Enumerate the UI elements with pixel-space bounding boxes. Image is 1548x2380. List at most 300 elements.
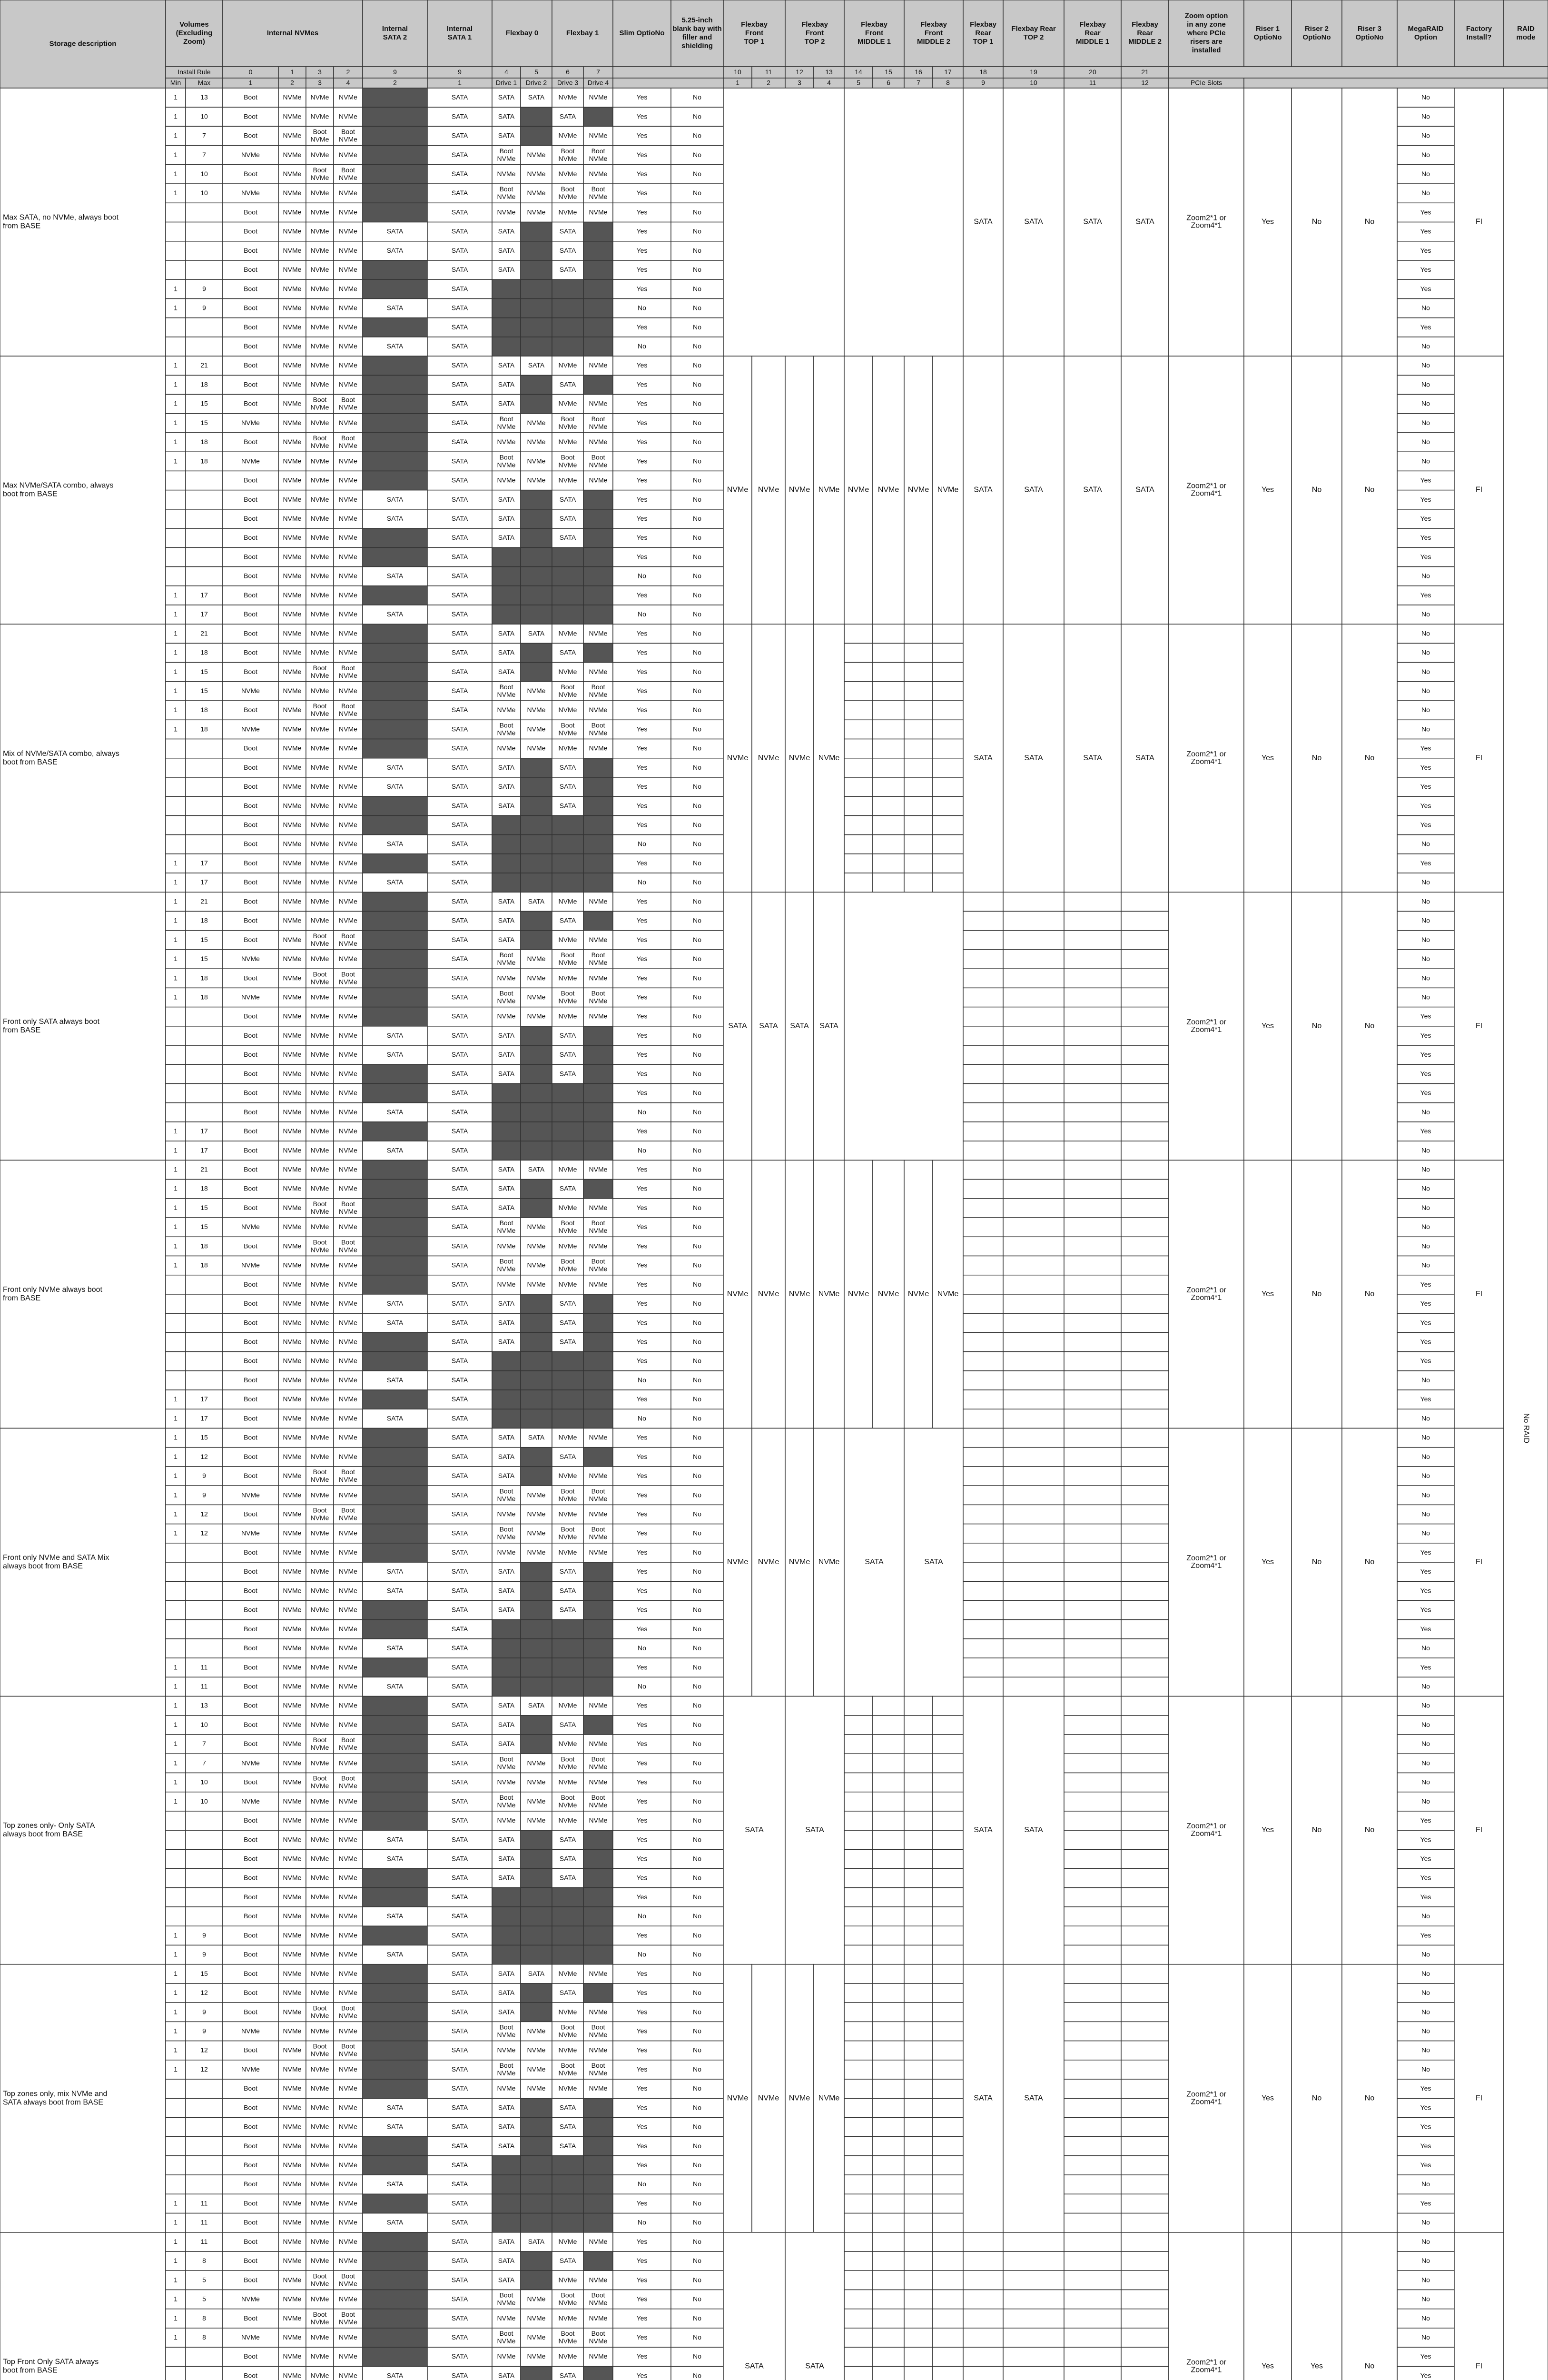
install-rule-rt1-text: 18: [979, 68, 987, 76]
row-min: [166, 2117, 186, 2136]
row-flexbay0-f0a-text: SATA: [498, 2276, 515, 2283]
row-nvme-n1-text: NVMe: [283, 821, 302, 828]
row-min: [166, 2366, 186, 2380]
row-nvme-n1-text: NVMe: [283, 1012, 302, 1020]
row-min: [166, 1811, 186, 1830]
row-nvme-n1-text: NVMe: [283, 936, 302, 943]
row-nvme-n2-text: Boot NVMe: [311, 664, 329, 679]
row-min: [166, 222, 186, 241]
rear-grid-rm1: [1064, 1256, 1121, 1275]
install-rule-ft1a-text: 10: [734, 68, 741, 76]
rear-grid-rm1: [1064, 2098, 1121, 2117]
row-sata1-text: SATA: [452, 131, 468, 139]
row-flexbay0-f0b: [521, 643, 552, 662]
row-flexbay0-f0b-text: NVMe: [527, 2046, 546, 2053]
row-nvme-n1-text: NVMe: [283, 1510, 302, 1517]
row-flexbay0-f0b-text: NVMe: [527, 2333, 546, 2341]
row-min-text: 1: [174, 1682, 177, 1690]
row-nvme-n3-text: Boot NVMe: [339, 932, 357, 947]
row-max: [186, 2156, 223, 2175]
row-nvme-n0-text: Boot: [244, 2122, 257, 2130]
row-nvme-n0-text: Boot: [244, 1165, 257, 1173]
row-sata2: [363, 1524, 427, 1543]
row-nvme-n2-text: NVMe: [311, 1874, 329, 1881]
riser2-value-text: No: [1312, 1290, 1322, 1298]
row-nvme-n2-text: NVMe: [311, 495, 329, 503]
riser1-value-text: Yes: [1262, 486, 1274, 494]
rear-grid-rm1: [1064, 2137, 1121, 2156]
row-megaraid-text: Yes: [1420, 1931, 1431, 1939]
row-max-text: 9: [202, 1950, 206, 1958]
row-sata2-text: SATA: [387, 1950, 404, 1958]
row-nvme-n3-text: NVMe: [339, 1184, 357, 1192]
row-megaraid-text: No: [1421, 1261, 1430, 1269]
row-nvme-n1-text: NVMe: [283, 2295, 302, 2302]
row-nvme-n1-text: NVMe: [283, 457, 302, 465]
row-nvme-n0-text: Boot: [244, 227, 257, 235]
row-nvme-n0-text: Boot: [244, 1395, 257, 1403]
row-frontmid-fm1a: [844, 624, 873, 643]
rear-grid-rm2: [1121, 1792, 1169, 1811]
row-frontmid-fm2b: [933, 1945, 963, 1964]
row-megaraid-text: Yes: [1420, 1338, 1431, 1345]
rear-grid-rt2: [1003, 1600, 1064, 1619]
row-frontmid-fm1b: [873, 2251, 904, 2271]
front-top1b-text: NVMe: [758, 1290, 779, 1298]
row-flexbay1-f1a-text: SATA: [560, 1989, 576, 1996]
row-sata1-text: SATA: [452, 247, 468, 254]
row-flexbay1-f1b-text: NVMe: [589, 399, 608, 407]
row-flexbay0-f0a-text: NVMe: [497, 1242, 516, 1250]
rear-grid-rt1: [963, 2328, 1003, 2347]
drive-f0a-text: Drive 1: [496, 79, 517, 86]
rear-grid-rt2: [1003, 1486, 1064, 1505]
row-nvme-n2-text: Boot NVMe: [311, 1238, 329, 1253]
row-flexbay0-f0a-text: SATA: [498, 1433, 515, 1441]
row-sata2: [363, 931, 427, 950]
row-nvme-n1-text: NVMe: [283, 112, 302, 120]
row-max-text: 18: [200, 916, 208, 924]
row-megaraid-text: No: [1421, 2008, 1430, 2015]
row-flexbay1-f1b: [583, 1716, 613, 1735]
rear-grid-rm2: [1121, 2328, 1169, 2347]
rear-grid-rt1: [963, 1600, 1003, 1619]
row-nvme-n2-text: NVMe: [311, 916, 329, 924]
row-nvme-n0-text: Boot: [244, 1433, 257, 1441]
row-flexbay0-f0b-text: SATA: [528, 1970, 545, 1977]
row-flexbay0-f0b-text: NVMe: [527, 974, 546, 982]
row-nvme-n0-text: Boot: [244, 878, 257, 886]
row-nvme-n1-text: NVMe: [283, 247, 302, 254]
row-slim-text: Yes: [637, 1491, 648, 1498]
row-flexbay0-f0b: [521, 107, 552, 126]
rear-grid-rm2: [1121, 1735, 1169, 1754]
row-slim-text: Yes: [637, 1874, 648, 1881]
row-sata1-text: SATA: [452, 1280, 468, 1288]
row-megaraid-text: Yes: [1420, 1395, 1431, 1403]
rear-grid-rt1: [963, 912, 1003, 931]
row-frontmid-fm1b: [873, 663, 904, 682]
front-top2: [785, 2232, 844, 2380]
rear-grid-rt2: [1003, 1103, 1064, 1122]
row-nvme-n2-text: NVMe: [311, 2371, 329, 2379]
row-nvme-n3-text: NVMe: [339, 1874, 357, 1881]
row-nvme-n2-text: NVMe: [311, 553, 329, 560]
row-nvme-n3-text: NVMe: [339, 687, 357, 694]
row-max-text: 18: [200, 1184, 208, 1192]
row-frontmid-fm1a: [844, 2156, 873, 2175]
row-nvme-n0-text: Boot: [244, 2008, 257, 2015]
row-sata1-text: SATA: [452, 170, 468, 178]
rear-grid-rt2: [1003, 1428, 1064, 1448]
front-top2a-text: NVMe: [789, 486, 810, 494]
row-min-text: 1: [174, 936, 177, 943]
row-sata2: [363, 1332, 427, 1351]
row-nvme-n1-text: NVMe: [283, 802, 302, 809]
row-nvme-n1-text: NVMe: [283, 438, 302, 446]
row-megaraid-text: No: [1421, 1510, 1430, 1517]
rear-grid-rm2: [1121, 2079, 1169, 2098]
row-megaraid-text: No: [1421, 2218, 1430, 2226]
row-slim-text: Yes: [637, 1127, 648, 1135]
row-nvme-n0-text: Boot: [244, 916, 257, 924]
row-max-text: 9: [202, 1491, 206, 1498]
row-flexbay1-f1b-text: NVMe: [589, 1280, 608, 1288]
row-megaraid-text: No: [1421, 1529, 1430, 1537]
row-flexbay0-f0b: [521, 1064, 552, 1083]
row-nvme-n1-text: NVMe: [283, 840, 302, 847]
row-max: [186, 2366, 223, 2380]
row-flexbay0-f0a-text: SATA: [498, 648, 515, 656]
row-slim-text: Yes: [637, 93, 648, 101]
row-sata2: [363, 586, 427, 605]
row-flexbay1-f1b: [583, 1371, 613, 1390]
row-megaraid-text: No: [1421, 1759, 1430, 1766]
row-frontmid-fm2a: [904, 2022, 933, 2041]
row-nvme-n1-text: NVMe: [283, 2122, 302, 2130]
row-max: [186, 547, 223, 566]
rear-rt2-text: SATA: [1024, 2094, 1043, 2102]
row-flexbay1-f1b-text: NVMe: [589, 1204, 608, 1211]
rear-grid-rm1: [1064, 1275, 1121, 1294]
install-rule-s2-text: 9: [393, 68, 397, 76]
row-nvme-n3-text: Boot NVMe: [339, 2004, 357, 2019]
row-nvme-n3-text: NVMe: [339, 1357, 357, 1364]
row-flexbay0-f0a: [492, 1122, 521, 1141]
row-megaraid-text: Yes: [1420, 1031, 1431, 1039]
row-frontmid-fm2a: [904, 1735, 933, 1754]
row-megaraid-text: No: [1421, 1165, 1430, 1173]
row-flexbay1-f1a-text: NVMe: [559, 974, 577, 982]
row-nvme-n3-text: NVMe: [339, 1950, 357, 1958]
rear-grid-rm1: [1064, 1064, 1121, 1083]
row-flexbay1-f1a-text: SATA: [560, 783, 576, 790]
header-ff-top2-text: Flexbay Front TOP 2: [801, 20, 828, 46]
row-flexbay0-f0a: [492, 318, 521, 337]
rear-grid-rm2: [1121, 950, 1169, 969]
row-nvme-n3-text: NVMe: [339, 515, 357, 522]
row-megaraid-text: Yes: [1420, 227, 1431, 235]
row-min-text: 1: [174, 648, 177, 656]
row-flexbay1-f1a-text: Boot NVMe: [559, 1487, 577, 1502]
row-sata2-text: SATA: [387, 1644, 404, 1652]
row-nvme-n3-text: NVMe: [339, 648, 357, 656]
row-flexbay1-f1a-text: Boot NVMe: [559, 683, 577, 698]
row-frontmid-fm1a: [844, 2366, 873, 2380]
row-frontmid-fm1b: [873, 682, 904, 701]
row-flexbay0-f0b-text: NVMe: [527, 2314, 546, 2321]
row-frontmid-fm1b: [873, 1716, 904, 1735]
row-max-text: 18: [200, 974, 208, 982]
rear-grid-rt2: [1003, 1409, 1064, 1428]
row-nvme-n1-text: NVMe: [283, 1089, 302, 1096]
row-megaraid-text: Yes: [1420, 1816, 1431, 1824]
factory-install-value-text: FI: [1476, 2094, 1482, 2102]
riser2-value-text: No: [1312, 486, 1322, 494]
rear-grid-rm2: [1121, 1275, 1169, 1294]
rear-grid-rm1: [1064, 1294, 1121, 1313]
row-nvme-n0-text: NVMe: [241, 419, 260, 426]
row-flexbay1-f1b-text: Boot NVMe: [589, 2062, 608, 2077]
row-nvme-n1-text: NVMe: [283, 131, 302, 139]
rear-grid-rt2: [1003, 1180, 1064, 1199]
row-nvme-n0-text: NVMe: [241, 993, 260, 1001]
rear-grid-rt2: [1003, 1064, 1064, 1083]
row-nvme-n0-text: Boot: [244, 629, 257, 637]
row-sata2-text: SATA: [387, 1108, 404, 1116]
row-nvme-n3-text: NVMe: [339, 1146, 357, 1154]
row-sata1-text: SATA: [452, 438, 468, 446]
rear-grid-rt1: [963, 2251, 1003, 2271]
row-sata2: [363, 1352, 427, 1371]
row-sata2: [363, 2022, 427, 2041]
row-flexbay0-f0b: [521, 663, 552, 682]
rear-grid-rm1: [1064, 1869, 1121, 1888]
row-sata1-text: SATA: [452, 1567, 468, 1575]
row-frontmid-fm1b: [873, 2175, 904, 2194]
row-nvme-n2-text: NVMe: [311, 1184, 329, 1192]
row-flexbay1-f1a-text: SATA: [560, 648, 576, 656]
row-nvme-n1-text: NVMe: [283, 1242, 302, 1250]
row-flexbay1-f1a-text: NVMe: [559, 2238, 577, 2245]
row-flexbay0-f0a-text: SATA: [498, 764, 515, 771]
row-slim-text: Yes: [637, 936, 648, 943]
row-flexbay1-f1a: [552, 2213, 583, 2232]
row-nvme-n1-text: NVMe: [283, 916, 302, 924]
row-blank-text: No: [693, 629, 701, 637]
row-min-text: 1: [174, 150, 177, 158]
row-flexbay0-f0b-text: NVMe: [527, 2295, 546, 2302]
row-flexbay1-f1b-text: Boot NVMe: [589, 2023, 608, 2038]
row-sata1-text: SATA: [452, 2218, 468, 2226]
row-sata2: [363, 88, 427, 107]
row-nvme-n2-text: NVMe: [311, 1989, 329, 1996]
row-sata1-text: SATA: [452, 629, 468, 637]
row-nvme-n0-text: Boot: [244, 1338, 257, 1345]
row-blank-text: No: [693, 1204, 701, 1211]
row-megaraid-text: No: [1421, 2238, 1430, 2245]
row-frontmid-fm2a: [904, 1849, 933, 1868]
row-min: [166, 2098, 186, 2117]
row-sata1-text: SATA: [452, 2352, 468, 2360]
rear-grid-rm1: [1064, 931, 1121, 950]
row-slim-text: Yes: [637, 1778, 648, 1785]
row-min-text: 1: [174, 1165, 177, 1173]
row-flexbay0-f0a-text: Boot NVMe: [497, 1755, 516, 1770]
row-flexbay1-f1a-text: NVMe: [559, 1701, 577, 1709]
row-sata2: [363, 1888, 427, 1907]
rear-grid-rt1: [963, 1084, 1003, 1103]
row-nvme-n2-text: NVMe: [311, 629, 329, 637]
row-sata1-text: SATA: [452, 553, 468, 560]
slot-fm2b-text: 8: [946, 79, 950, 86]
row-flexbay1-f1b: [583, 1658, 613, 1677]
row-nvme-n3-text: NVMe: [339, 1280, 357, 1288]
slot-fm1a-text: 5: [857, 79, 860, 86]
row-frontmid-fm1a: [844, 2079, 873, 2098]
rear-grid-rm1: [1064, 1964, 1121, 1983]
row-flexbay0-f0b: [521, 1600, 552, 1619]
row-blank-text: No: [693, 2333, 701, 2341]
row-frontmid-fm2b: [933, 2117, 963, 2136]
rear-grid-rm2: [1121, 1007, 1169, 1026]
row-sata2: [363, 912, 427, 931]
row-flexbay1-f1b: [583, 586, 613, 605]
row-flexbay0-f0a-text: SATA: [498, 361, 515, 369]
row-slim-text: Yes: [637, 2352, 648, 2360]
row-frontmid-fm1b: [873, 2041, 904, 2060]
row-frontmid-fm1a: [844, 854, 873, 873]
row-megaraid-text: No: [1421, 1778, 1430, 1785]
row-sata2: [363, 1275, 427, 1294]
row-max-text: 5: [202, 2276, 206, 2283]
row-blank-text: No: [693, 2257, 701, 2264]
slot-s2-text: 2: [393, 79, 397, 86]
row-slim-text: Yes: [637, 150, 648, 158]
row-max-text: 9: [202, 304, 206, 311]
row-nvme-n1-text: NVMe: [283, 629, 302, 637]
row-flexbay1-f1b-text: NVMe: [589, 131, 608, 139]
row-flexbay1-f1a: [552, 605, 583, 624]
row-flexbay1-f1a: [552, 1103, 583, 1122]
row-slim-text: Yes: [637, 821, 648, 828]
row-frontmid-fm1b: [873, 2213, 904, 2232]
row-nvme-n1-text: NVMe: [283, 2333, 302, 2341]
row-flexbay1-f1b-text: Boot NVMe: [589, 2330, 608, 2345]
row-sata2: [363, 720, 427, 739]
row-flexbay0-f0b: [521, 260, 552, 279]
row-nvme-n3-text: NVMe: [339, 1070, 357, 1077]
rear-grid-rt1: [963, 2366, 1003, 2380]
row-nvme-n0-text: Boot: [244, 247, 257, 254]
row-megaraid-text: Yes: [1420, 534, 1431, 541]
row-blank-text: No: [693, 1146, 701, 1154]
row-nvme-n2-text: NVMe: [311, 1567, 329, 1575]
row-nvme-n3-text: NVMe: [339, 2161, 357, 2169]
row-nvme-n0-text: Boot: [244, 1070, 257, 1077]
rear-grid-rt2: [1003, 2290, 1064, 2309]
row-flexbay0-f0b-text: NVMe: [527, 208, 546, 216]
row-nvme-n0-text: Boot: [244, 1453, 257, 1460]
row-nvme-n2-text: NVMe: [311, 2180, 329, 2188]
row-min: [166, 490, 186, 509]
row-flexbay1-f1a-text: Boot NVMe: [559, 2330, 577, 2345]
rear-grid-rm2: [1121, 1773, 1169, 1792]
row-nvme-n0-text: Boot: [244, 802, 257, 809]
zoom-option: [1169, 2232, 1244, 2380]
row-slim-text: Yes: [637, 2065, 648, 2073]
row-nvme-n0-text: Boot: [244, 764, 257, 771]
front-top2-text: SATA: [805, 2362, 824, 2370]
row-flexbay1-f1b-text: Boot NVMe: [589, 1219, 608, 1234]
rear-grid-rt1: [963, 1256, 1003, 1275]
row-min-text: 1: [174, 1472, 177, 1479]
row-frontmid-fm2b: [933, 1869, 963, 1888]
front-top1a-text: NVMe: [727, 1558, 749, 1566]
row-flexbay0-f0b: [521, 1467, 552, 1486]
row-frontmid-fm1b: [873, 2137, 904, 2156]
row-flexbay0-f0a-text: Boot NVMe: [497, 1257, 516, 1272]
row-frontmid-fm2a: [904, 2366, 933, 2380]
row-megaraid-text: Yes: [1420, 1835, 1431, 1843]
row-flexbay0-f0b: [521, 1869, 552, 1888]
row-max: [186, 777, 223, 796]
row-sata1-text: SATA: [452, 2238, 468, 2245]
row-blank-text: No: [693, 2238, 701, 2245]
rear-grid-rm1: [1064, 1218, 1121, 1237]
row-nvme-n2-text: NVMe: [311, 1950, 329, 1958]
row-flexbay1-f1b: [583, 1620, 613, 1639]
row-flexbay0-f0a-text: SATA: [498, 2238, 515, 2245]
row-nvme-n2-text: NVMe: [311, 1644, 329, 1652]
row-blank-text: No: [693, 1299, 701, 1307]
row-nvme-n0-text: Boot: [244, 534, 257, 541]
row-flexbay1-f1a-text: NVMe: [559, 1816, 577, 1824]
row-frontmid-fm1a: [844, 2003, 873, 2022]
row-slim-text: Yes: [637, 1319, 648, 1326]
row-blank-text: No: [693, 1338, 701, 1345]
row-flexbay1-f1b: [583, 796, 613, 815]
row-flexbay1-f1a: [552, 298, 583, 317]
row-nvme-n3-text: NVMe: [339, 457, 357, 465]
rear-grid-rt1: [963, 1390, 1003, 1409]
row-flexbay0-f0a-text: SATA: [498, 897, 515, 905]
row-sata2-text: SATA: [387, 227, 404, 235]
row-slim-text: Yes: [637, 1070, 648, 1077]
row-nvme-n1-text: NVMe: [283, 1031, 302, 1039]
row-frontmid-fm1b: [873, 873, 904, 892]
row-nvme-n2-text: NVMe: [311, 840, 329, 847]
row-frontmid-fm1a: [844, 1869, 873, 1888]
rear-grid-rt2: [1003, 1045, 1064, 1064]
row-sata2: [363, 260, 427, 279]
slot-blank: [613, 78, 723, 88]
rear-grid-rm1: [1064, 1830, 1121, 1849]
row-frontmid-fm2b: [933, 2137, 963, 2156]
row-nvme-n2-text: NVMe: [311, 1721, 329, 1728]
row-nvme-n3-text: NVMe: [339, 1338, 357, 1345]
row-flexbay0-f0a-text: NVMe: [497, 1012, 516, 1020]
row-frontmid-fm2b: [933, 2347, 963, 2366]
row-nvme-n1-text: NVMe: [283, 2065, 302, 2073]
row-flexbay0-f0a: [492, 586, 521, 605]
row-flexbay1-f1b: [583, 2175, 613, 2194]
section-title: Top zones only- Only SATA always boot from BASE: [3, 1822, 95, 1838]
rear-grid-rt2: [1003, 1448, 1064, 1467]
row-min-text: 1: [174, 1223, 177, 1230]
row-max-text: 17: [200, 1414, 208, 1422]
row-sata1-text: SATA: [452, 2295, 468, 2302]
